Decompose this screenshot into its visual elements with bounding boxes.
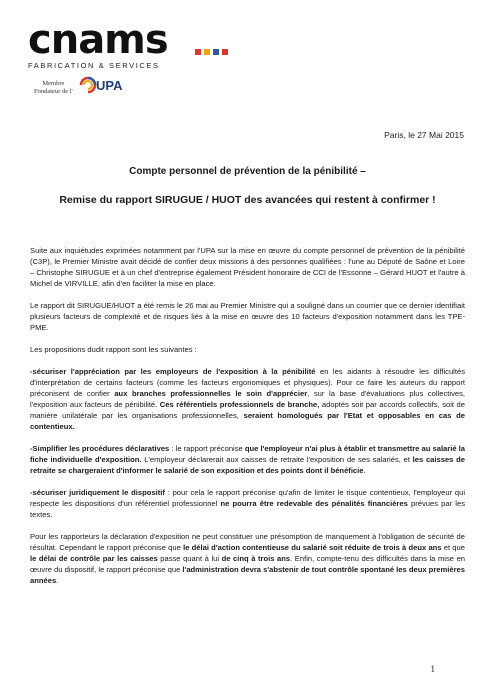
bold-text: Ces référentiels professionnels de branche, (159, 400, 320, 409)
member-line-1: Membre (42, 80, 65, 87)
paragraph-intro: Suite aux inquiétudes exprimées notamment par l'UPA sur la mise en œuvre du compte personnel de prévention de la pénibilité (C3P), le Premier Ministre avait décidé de confier deux missions à des personnes qualifiées : l'une au Député de Saône et Loire – Christophe SIRUGUE et à un chef d'entreprise également Président honoraire de CCI de l'Essonne – Gérard HUOT et l'autre à Michel de VIRVILLE, afin d'en faciliter la mise en place. (30, 246, 465, 288)
cnams-logo (28, 17, 168, 70)
logo-dot (204, 49, 210, 55)
paragraph-proposal-3 (30, 487, 465, 520)
bold-text: le délai d'action contentieuse du salarié soit réduite de trois à deux ans (183, 543, 442, 552)
letter-date: Paris, le 27 Mai 2015 (384, 130, 464, 140)
bold-text: l'administration devra s'abstenir de tout contrôle spontané les deux premières années (30, 565, 465, 585)
upa-wordmark: UPA (96, 78, 123, 93)
plain-text: L'employeur déclarerait aux caisses de retraite l'exposition de ses salariés, et (141, 455, 413, 464)
plain-text: adoptés soit par accords collectifs, soit de manière unilatérale par les organisations professionnelles, (30, 400, 465, 420)
paragraph-proposal-1 (30, 366, 465, 432)
paragraph-report: Le rapport dit SIRUGUE/HUOT a été remis le 26 mai au Premier Ministre qui a souligné dans un courrier que ce dernier identifiait plusieurs facteurs de complexité et de risques liés à la mise en œuvre des 10 facteurs d'exposition notamment dans les TPE-PME. (30, 301, 465, 332)
bold-text: -sécuriser l'appréciation par les employeurs de l'exposition à la pénibilité (30, 367, 316, 376)
plain-text: prévues par les textes. (30, 499, 466, 519)
logo-subtitle: FABRICATION & SERVICES (28, 61, 160, 70)
plain-text: Pour les rapporteurs la déclaration d'exposition ne peut constituer une présomption de manquement à l'obligation de sécurité de résultat. Cependant le rapport préconise que (30, 532, 465, 552)
plain-text: en les aidants à résoudre les difficultés d'interprétation de certains facteurs (comme les facteurs ergonomiques et physiques). Pour ce faire les auteurs du rapport préconisent de confier (30, 367, 465, 398)
bold-text: de cinq à trois ans (221, 554, 291, 563)
logo-dots (195, 42, 235, 50)
plain-text: passe quant à lui (157, 554, 222, 563)
bold-text: seraient homologués par l'Etat et opposables en cas de contentieux. (30, 411, 465, 431)
plain-text: . (56, 576, 59, 585)
logo-dot (222, 49, 228, 55)
logo-wordmark: cnams (28, 17, 168, 63)
paragraph-proposals-intro: Les propositions dudit rapport sont les suivantes : (30, 345, 197, 354)
plain-text: . (363, 466, 366, 475)
bold-text: le délai de contrôle par les caisses (30, 554, 158, 563)
bold-text: aux branches professionnelles le soin d'apprécier (114, 389, 308, 398)
bold-text: ne pourra être redevable des pénalités financières (220, 499, 408, 508)
bold-text: les caisses de retraite se chargeraient d'informer le salarié de son exposition et des points dont il bénéficie (30, 455, 465, 475)
plain-text: et que (441, 543, 465, 552)
paragraph-conclusion (30, 531, 465, 586)
plain-text: , sur la base d'évaluations plus collectives, l'exposition aux facteurs de pénibilité. (30, 389, 466, 409)
bold-text: -sécuriser juridiquement le dispositif (30, 488, 165, 497)
plain-text: : le rapport préconise (169, 444, 245, 453)
document-body (30, 245, 465, 597)
bold-text: que l'employeur n'ai plus à établir et transmettre au salarié la fiche individuelle d'exposition. (30, 444, 466, 464)
member-caption (34, 80, 73, 96)
page-number: 1 (430, 664, 435, 674)
paragraph-proposal-2 (30, 443, 465, 476)
bold-text: -Simplifier les procédures déclaratives (30, 444, 170, 453)
member-line-2: Fondateur de l' (34, 88, 73, 95)
logo-dot (195, 49, 201, 55)
plain-text: . Enfin, compte-tenu des difficultés dans la mise en œuvre du dispositif, le rapport préconise que (30, 554, 466, 574)
logo-dot (213, 49, 219, 55)
plain-text: : pour cela le rapport préconise qu'afin de limiter le risque contentieux, l'employeur qui respecte les dispositions d'un référentiel professionnel (30, 488, 466, 508)
document-title: Compte personnel de prévention de la pénibilité – (129, 166, 366, 177)
document-subtitle: Remise du rapport SIRUGUE / HUOT des avancées qui restent à confirmer ! (59, 194, 436, 206)
